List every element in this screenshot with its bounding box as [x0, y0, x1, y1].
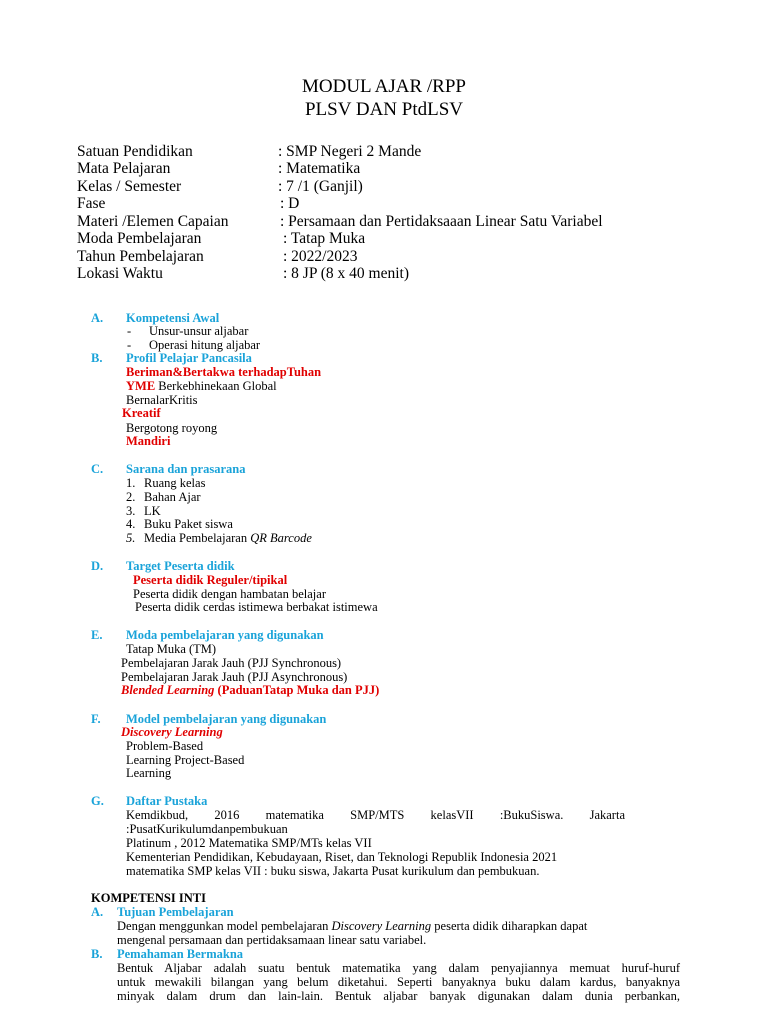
section-b-letter: B.: [91, 351, 103, 365]
list-item: Bahan Ajar: [144, 490, 201, 504]
identity-label: Lokasi Waktu: [77, 265, 163, 282]
list-item: Buku Paket siswa: [144, 517, 233, 531]
model-item: Learning: [126, 766, 172, 780]
identity-label: Mata Pelajaran: [77, 160, 171, 177]
target-item: Peserta didik cerdas istimewa berbakat istimewa: [135, 600, 378, 614]
section-f-letter: F.: [91, 712, 101, 726]
section-g-letter: G.: [91, 794, 104, 808]
document-title-line1: MODUL AJAR /RPP: [301, 76, 466, 97]
list-item: Ruang kelas: [144, 476, 206, 490]
section-f-title: Model pembelajaran yang digunakan: [126, 712, 327, 726]
list-number: 1.: [126, 476, 136, 490]
ki-a-italic: Discovery Learning: [331, 919, 432, 933]
profile-item-highlight: YME: [126, 379, 156, 393]
ki-a-text: peserta didik diharapkan dapat: [431, 919, 588, 933]
reference-line: Platinum , 2012 Matematika SMP/MTs kelas VII: [126, 836, 372, 850]
profile-item: Beriman&Bertakwa terhadapTuhan: [126, 365, 322, 379]
ki-a-letter: A.: [91, 905, 104, 919]
target-item: Peserta didik Reguler/tipikal: [133, 573, 288, 587]
bullet-dash: -: [127, 324, 132, 338]
list-item: [144, 531, 312, 546]
reference-line: Kementerian Pendidikan, Kebudayaan, Riset, dan Teknologi Republik Indonesia 2021: [126, 850, 558, 864]
profile-item: Bergotong royong: [126, 421, 218, 435]
section-b-title: Profil Pelajar Pancasila: [126, 351, 252, 365]
target-item: Peserta didik dengan hambatan belajar: [133, 587, 326, 601]
section-d-title: Target Peserta didik: [126, 559, 235, 573]
section-c-letter: C.: [91, 462, 104, 476]
reference-word: SMP/MTS: [350, 808, 405, 822]
mode-item-rest: (PaduanTatap Muka dan PJJ): [214, 683, 380, 697]
reference-line: [126, 808, 625, 823]
ki-a-text: Dengan menggunkan model pembelajaran: [117, 919, 332, 933]
model-item: Problem-Based: [126, 739, 204, 753]
identity-value: : D: [280, 195, 300, 212]
identity-label: Moda Pembelajaran: [77, 230, 202, 247]
reference-word: :BukuSiswa.: [499, 808, 564, 822]
document-title-line2: PLSV DAN PtdLSV: [304, 99, 464, 120]
ki-b-paragraph-line: untuk mewakili bilangan yang belum diketahui. Seperti banyaknya buku dalam kardus, banyaknya: [117, 975, 680, 989]
mode-item-italic: Blended Learning: [121, 683, 215, 697]
identity-label: Satuan Pendidikan: [77, 143, 193, 160]
list-item-text: Media Pembelajaran: [144, 531, 251, 545]
list-item: LK: [144, 504, 161, 518]
list-number: 3.: [126, 504, 136, 518]
section-e-letter: E.: [91, 628, 103, 642]
section-e-title: Moda pembelajaran yang digunakan: [126, 628, 324, 642]
ki-b-letter: B.: [91, 947, 103, 961]
reference-word: kelasVII: [430, 808, 474, 822]
list-number: 4.: [126, 517, 136, 531]
identity-value: : Matematika: [278, 160, 361, 177]
kompetensi-inti-heading: KOMPETENSI INTI: [91, 891, 206, 905]
reference-word: Kemdikbud,: [126, 808, 189, 822]
identity-value: : 8 JP (8 x 40 menit): [283, 265, 410, 282]
ki-a-paragraph-line: [117, 919, 587, 934]
section-d-letter: D.: [91, 559, 104, 573]
profile-item: [126, 379, 277, 394]
identity-label: Tahun Pembelajaran: [77, 248, 204, 265]
model-item: Learning Project-Based: [126, 753, 245, 767]
list-item: Operasi hitung aljabar: [149, 338, 261, 352]
identity-value: : Persamaan dan Pertidaksaaan Linear Satu Variabel: [280, 213, 603, 230]
section-c-title: Sarana dan prasarana: [126, 462, 246, 476]
reference-word: 2016: [214, 808, 240, 822]
identity-label: Kelas / Semester: [77, 178, 182, 195]
section-a-title: Kompetensi Awal: [126, 311, 220, 325]
mode-item: Tatap Muka (TM): [126, 642, 217, 656]
list-number: 5.: [126, 531, 136, 545]
ki-a-title: Tujuan Pembelajaran: [117, 905, 234, 919]
identity-value: : 2022/2023: [283, 248, 358, 265]
list-item: Unsur-unsur aljabar: [149, 324, 249, 338]
reference-word: Jakarta: [589, 808, 625, 822]
bullet-dash: -: [127, 338, 132, 352]
section-g-title: Daftar Pustaka: [126, 794, 208, 808]
reference-line: :PusatKurikulumdanpembukuan: [126, 822, 288, 836]
profile-item-rest: Berkebhinekaan Global: [155, 379, 277, 393]
reference-word: matematika: [265, 808, 324, 822]
ki-a-paragraph-line: mengenal persamaan dan pertidaksamaan linear satu variabel.: [117, 933, 427, 947]
reference-line: matematika SMP kelas VII : buku siswa, Jakarta Pusat kurikulum dan pembukuan.: [126, 864, 540, 878]
profile-item: Kreatif: [122, 406, 161, 420]
profile-item: BernalarKritis: [126, 393, 198, 407]
list-item-italic: QR Barcode: [250, 531, 312, 545]
ki-b-paragraph-line: minyak dalam drum dan lain-lain. Bentuk aljabar banyak digunakan dalam dunia perbankan,: [117, 989, 680, 1003]
model-item: Discovery Learning: [121, 725, 223, 739]
profile-item: Mandiri: [126, 434, 171, 448]
identity-label: Materi /Elemen Capaian: [77, 213, 229, 230]
ki-b-title: Pemahaman Bermakna: [117, 947, 244, 961]
list-number: 2.: [126, 490, 136, 504]
identity-value: : SMP Negeri 2 Mande: [278, 143, 422, 160]
section-a-letter: A.: [91, 311, 104, 325]
identity-label: Fase: [77, 195, 106, 212]
mode-item: Pembelajaran Jarak Jauh (PJJ Synchronous): [121, 656, 342, 670]
mode-item: [121, 683, 379, 698]
mode-item: Pembelajaran Jarak Jauh (PJJ Asynchronous): [121, 670, 348, 684]
identity-value: : 7 /1 (Ganjil): [278, 178, 363, 195]
identity-value: : Tatap Muka: [283, 230, 366, 247]
ki-b-paragraph-line: Bentuk Aljabar adalah suatu bentuk matematika yang dalam penyajiannya memuat huruf-huruf: [117, 961, 680, 975]
